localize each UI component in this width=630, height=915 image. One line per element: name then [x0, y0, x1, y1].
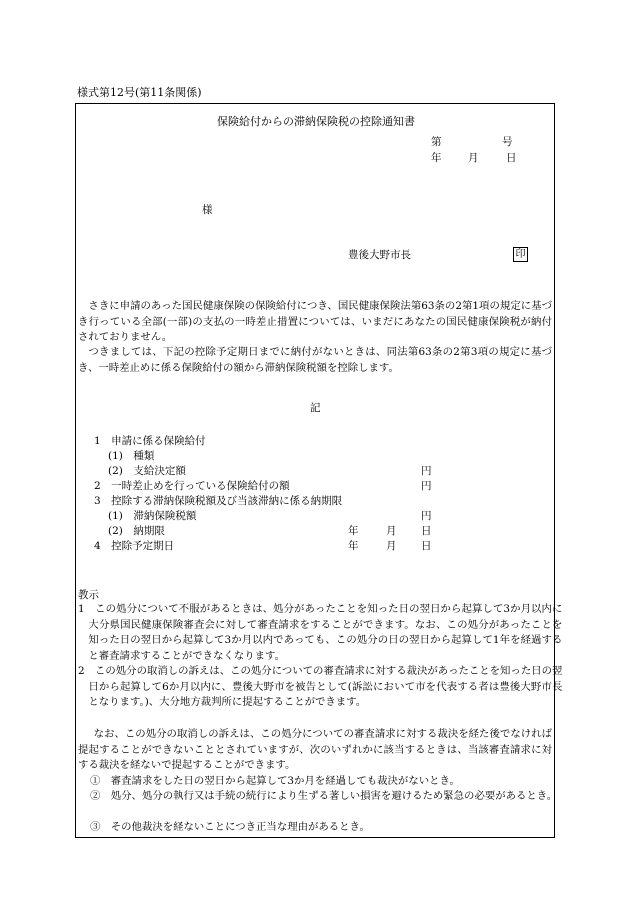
year-unit: 年	[348, 525, 359, 537]
item-label: (1) 種類	[108, 450, 155, 462]
item-label: (2) 納期限	[108, 525, 165, 537]
list-item	[76, 448, 552, 464]
yen-unit: 円	[421, 465, 432, 477]
date-year: 年	[431, 152, 442, 164]
item-label: 1 申請に係る保険給付	[94, 435, 206, 447]
list-item	[76, 463, 552, 479]
list-item	[76, 508, 552, 524]
kyoji-item-1: 1 この処分について不服があるときは、処分があったことを知った日の翌日から起算して3か月以内に大分県国民健康保険審査会に対して審査請求をすることができます。なお、この処分があったことを知った日の翌日から起算して3か月以内であっても、この処分の日の翌日から起算して1年を経過すると審査請求することができなくなります。	[78, 603, 563, 662]
kyoji-heading: 教示	[78, 589, 99, 601]
ki-heading: 記	[310, 402, 321, 414]
document-title: 保険給付からの滞納保険税の控除通知書	[217, 115, 415, 128]
kyoji-condition-2: ② 処分、処分の執行又は手続の続行により生ずる著しい損害を避けるため緊急の必要があるとき。	[90, 790, 558, 802]
date-month: 月	[468, 152, 479, 164]
month-unit: 月	[386, 525, 397, 537]
list-item	[76, 478, 552, 494]
item-label: 4 控除予定期日	[94, 540, 175, 552]
number-suffix: 号	[502, 136, 513, 148]
seal-mark: 印	[513, 247, 528, 262]
addressee-suffix: 様	[202, 204, 213, 216]
list-item	[76, 493, 552, 509]
notice-frame	[75, 103, 563, 838]
item-label: 2 一時差止めを行っている保険給付の額	[94, 480, 290, 492]
list-item	[76, 538, 552, 554]
number-prefix: 第	[431, 136, 442, 148]
day-unit: 日	[421, 540, 432, 552]
kyoji-note: なお、この処分の取消しの訴えは、この処分についての審査請求に対する裁決を経た後でなければ提起することができないこととされていますが、次のいずれかに該当するときは、当該審査請求に対する裁決を経ないで提起することができます。	[78, 728, 552, 771]
year-unit: 年	[348, 540, 359, 552]
month-unit: 月	[386, 540, 397, 552]
issuer-name: 豊後大野市長	[348, 249, 411, 261]
list-item	[76, 523, 552, 539]
item-label: 3 控除する滞納保険税額及び当該滞納に係る納期限	[94, 495, 343, 507]
body-paragraph-1: さきに申請のあった国民健康保険の保険給付につき、国民健康保険法第63条の2第1項の規定に基づき行っている全部(一部)の支払の一時差止措置については、いまだにあなたの国民健康保険税が納付されておりません。	[78, 300, 552, 343]
kyoji-item-2: 2 この処分の取消しの訴えは、この処分についての審査請求に対する裁決があったことを知った日の翌日から起算して6か月以内に、豊後大野市を被告として(訴訟において市を代表する者は豊後大野市長となります。)、大分地方裁判所に提起することができます。	[78, 665, 563, 708]
kyoji-condition-1: ① 審査請求をした日の翌日から起算して3か月を経過しても裁決がないとき。	[90, 775, 460, 787]
item-label: (2) 支給決定額	[108, 465, 186, 477]
item-label: (1) 滞納保険税額	[108, 510, 197, 522]
kyoji-condition-3: ③ その他裁決を経ないことにつき正当な理由があるとき。	[90, 821, 370, 833]
body-paragraph-2: つきましては、下記の控除予定期日までに納付がないときは、同法第63条の2第3項の規定に基づき、一時差止めに係る保険給付の額から滞納保険税額を控除します。	[78, 346, 552, 374]
form-label: 様式第12号(第11条関係)	[77, 86, 202, 99]
yen-unit: 円	[421, 480, 432, 492]
yen-unit: 円	[421, 510, 432, 522]
day-unit: 日	[421, 525, 432, 537]
list-item	[76, 433, 552, 449]
date-day: 日	[506, 152, 517, 164]
